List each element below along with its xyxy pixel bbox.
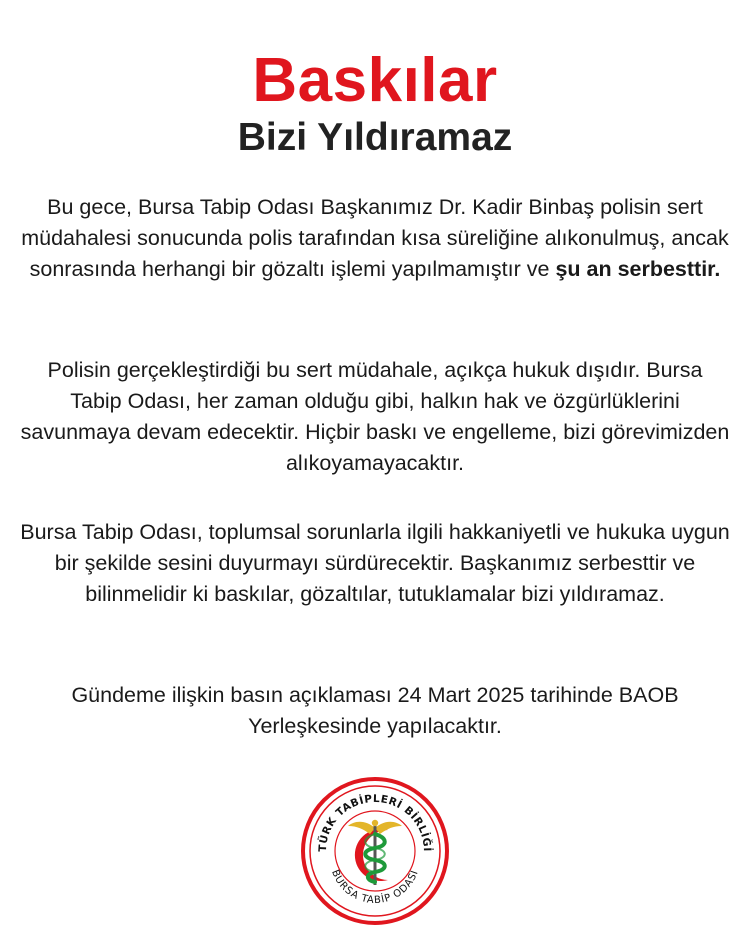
logo-bottom-text: BURSA TABİP ODASI xyxy=(329,868,421,907)
logo-top-text: TÜRK TABİPLERİ BİRLİĞİ xyxy=(316,792,434,853)
headline-title: Baskılar xyxy=(252,46,498,115)
headline-subtitle: Bizi Yıldıramaz xyxy=(237,116,513,159)
paragraph-1-text: Bu gece, Bursa Tabip Odası Başkanımız Dr. Kadir Binbaş polisin sert müdahalesi sonucunda polis tarafından kısa süreliğine alıkonulmuş, ancak sonrasında herhangi bir gözaltı işlemi yapılmamıştır ve xyxy=(21,195,729,281)
paragraph-1 xyxy=(20,192,730,285)
paragraph-4: Gündeme ilişkin basın açıklaması 24 Mart 2025 tarihinde BAOB Yerleşkesinde yapılacaktır. xyxy=(71,683,679,738)
paragraph-3: Bursa Tabip Odası, toplumsal sorunlarla ilgili hakkaniyetli ve hukuka uygun bir şekilde sesini duyurmayı sürdürecektir. Başkanımız serbesttir ve bilinmelidir ki baskılar, gözaltılar, tutuklamalar bizi yıldıramaz. xyxy=(20,520,730,606)
paragraph-1-bold: şu an serbesttir. xyxy=(555,257,721,281)
caduceus-crescent-logo-icon xyxy=(300,776,450,926)
paragraph-2: Polisin gerçekleştirdiği bu sert müdahale, açıkça hukuk dışıdır. Bursa Tabip Odası, her zaman olduğu gibi, halkın hak ve özgürlüklerini savunmaya devam edecektir. Hiçbir baskı ve engelleme, bizi görevimizden alıkoyamayacaktır. xyxy=(20,358,730,475)
